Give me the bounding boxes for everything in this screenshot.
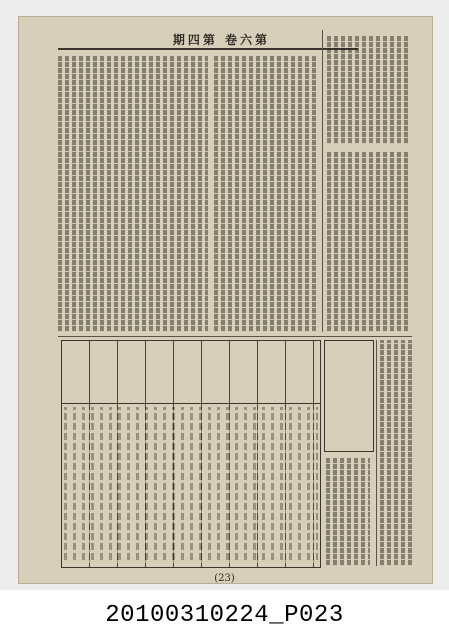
page-number: (23) [214,573,235,584]
body-text-upper-left [58,56,208,332]
body-text-upper-right [327,36,411,144]
body-text-right-article [327,152,411,332]
body-text-lower-right [380,340,412,566]
table-cells [64,407,318,563]
volume-issue-label: 期四第 卷六第 [172,33,270,47]
section-divider [58,336,412,337]
header-rule [58,48,358,50]
body-text-lower-middle [326,458,370,566]
body-text-upper-middle [214,56,318,332]
scan-id-caption: 20100310224_P023 [105,602,344,629]
work-schedule-box [324,340,374,452]
table-header-row [62,341,320,404]
column-divider [322,30,323,332]
lower-column-divider [376,340,377,566]
schedule-table [61,340,321,568]
page-header [58,30,358,50]
